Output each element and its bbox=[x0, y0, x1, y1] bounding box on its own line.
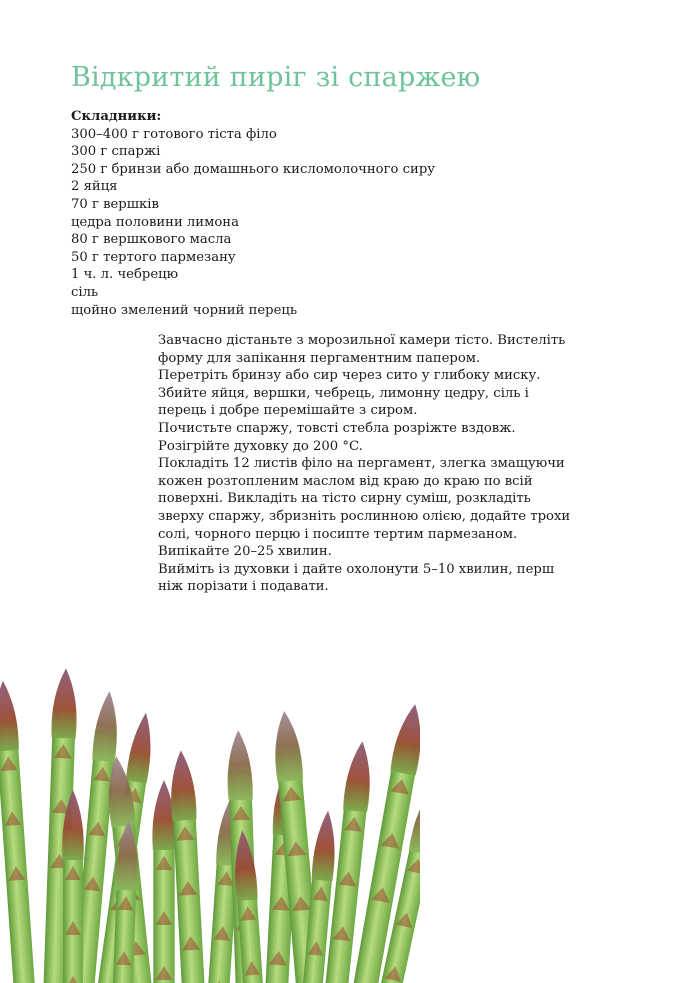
asparagus-spear bbox=[62, 790, 84, 983]
ingredient-item: 50 г тертого пармезану bbox=[71, 249, 236, 265]
method-step: Завчасно дістаньте з морозильної камери тісто. Вистеліть форму для запікання пергаментним папером. bbox=[158, 333, 566, 366]
ingredient-item: 70 г вершків bbox=[71, 196, 159, 212]
asparagus-tip bbox=[343, 740, 375, 812]
asparagus-tip bbox=[126, 711, 157, 783]
asparagus-bunch-illustration bbox=[0, 660, 420, 983]
asparagus-tip bbox=[390, 702, 420, 776]
ingredients-list bbox=[71, 108, 471, 319]
ingredient-item: сіль bbox=[71, 284, 99, 300]
asparagus-spear bbox=[0, 680, 38, 983]
ingredient-item: 80 г вершкового масла bbox=[71, 232, 232, 248]
asparagus-tip bbox=[51, 668, 78, 739]
method-step: Вийміть із духовки і дайте охолонути 5–10 хвилин, перш ніж порізати і подавати. bbox=[158, 561, 555, 595]
ingredient-item: цедра половини лимона bbox=[71, 214, 239, 230]
ingredient-item: щойно змелений чорний перець bbox=[71, 302, 298, 318]
method-steps bbox=[158, 332, 578, 596]
method-step: Перетріть бринзу або сир через сито у глибоку миску. Збийте яйця, вершки, чебрець, лимонну цедру, сіль і перець і добре перемішайте з сиром. bbox=[158, 368, 541, 419]
ingredient-item: 1 ч. л. чебрецю bbox=[71, 267, 179, 283]
asparagus-tip bbox=[226, 730, 253, 801]
asparagus-stem bbox=[0, 720, 37, 983]
asparagus-tip bbox=[0, 680, 19, 751]
ingredient-item: 2 яйця bbox=[71, 179, 118, 195]
ingredient-item: 300 г спаржі bbox=[71, 144, 161, 160]
ingredient-item: 300–400 г готового тіста філо bbox=[71, 126, 277, 142]
method-step: Розігрійте духовку до 200 °C. bbox=[158, 438, 363, 454]
ingredient-item: 250 г бринзи або домашнього кисломолочного сиру bbox=[71, 161, 436, 177]
method-step: Покладіть 12 листів філо на пергамент, злегка змащуючи кожен розтопленим маслом від краю до краю по всій поверхні. Викладіть на тісто сирну суміш, розкладіть зверху спаржу, збризніть рослинною олією, додайте трохи солі, чорного перцю і посипте тертим пармезаном. Випікайте 20–25 хвилин. bbox=[158, 456, 571, 560]
asparagus-tip bbox=[92, 690, 121, 762]
asparagus-tip bbox=[271, 710, 304, 782]
asparagus-tip bbox=[311, 810, 339, 882]
asparagus-spears bbox=[0, 668, 420, 983]
asparagus-tip bbox=[168, 750, 197, 821]
method-step: Почистьте спаржу, товсті стебла розріжте вздовж. bbox=[158, 420, 516, 436]
ingredients-heading: Складники: bbox=[71, 109, 162, 124]
page-title: Відкритий пиріг зі спаржею bbox=[71, 62, 481, 93]
